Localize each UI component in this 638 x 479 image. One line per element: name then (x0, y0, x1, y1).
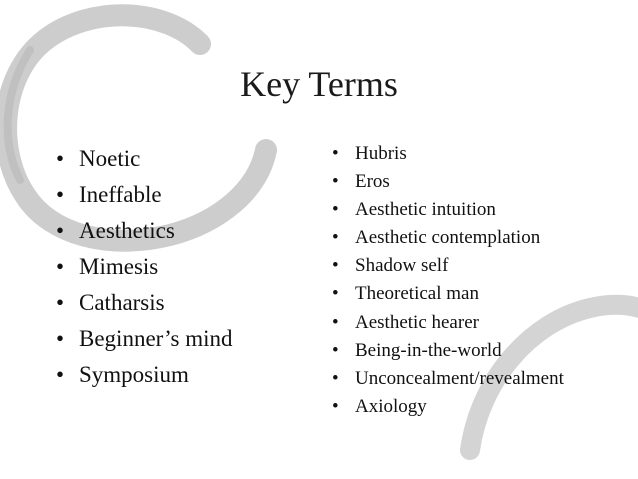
list-item: • Aesthetics (56, 213, 233, 249)
list-item: • Axiology (332, 393, 564, 421)
slide-title: Key Terms (240, 64, 398, 104)
list-item: • Aesthetic contemplation (332, 224, 564, 252)
list-item: • Aesthetic intuition (332, 196, 564, 224)
list-item: • Symposium (56, 357, 233, 393)
list-item: • Hubris (332, 140, 564, 168)
left-term-list (56, 141, 233, 393)
list-item: • Ineffable (56, 177, 233, 213)
right-term-list (332, 140, 564, 421)
list-item: • Unconcealment/revealment (332, 365, 564, 393)
list-item: • Shadow self (332, 252, 564, 280)
list-item: • Eros (332, 168, 564, 196)
list-item: • Aesthetic hearer (332, 309, 564, 337)
list-item: • Catharsis (56, 285, 233, 321)
list-item: • Beginner’s mind (56, 321, 233, 357)
list-item: • Mimesis (56, 249, 233, 285)
list-item: • Noetic (56, 141, 233, 177)
list-item: • Theoretical man (332, 280, 564, 308)
list-item: • Being-in-the-world (332, 337, 564, 365)
